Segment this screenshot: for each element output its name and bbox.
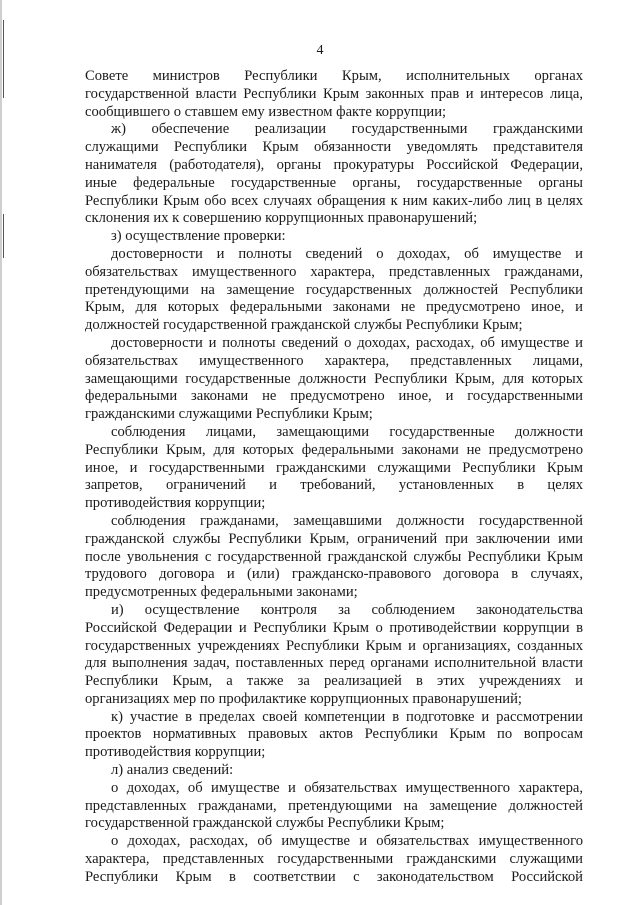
text-line: запретов, ограничений и требований, установленных в целях <box>85 477 583 494</box>
text-line: противодействия коррупции; <box>85 744 266 761</box>
text-line: обязательствах имущественного характера, представленных гражданами, <box>85 263 583 280</box>
text-line: иное, и государственными гражданскими служащими Республики Крым <box>85 459 583 476</box>
text-line: предусмотренных федеральными законами; <box>85 584 358 601</box>
text-line: трудового договора и (или) гражданско-правового договора в случаях, <box>85 566 583 583</box>
text-line: гражданской службы Республики Крым, ограничений при заключении ими <box>85 530 583 547</box>
text-line: о доходах, об имуществе и обязательствах имущественного характера, <box>111 779 583 796</box>
text-line: государственной власти Республики Крым законных прав и интересов лица, <box>85 85 583 102</box>
text-line: нанимателя (работодателя), органы прокуратуры Российской Федерации, <box>85 156 583 173</box>
text-line: Республики Крым, а также за реализацией в этих учреждениях и <box>85 673 583 690</box>
text-line: федеральными законами не предусмотрено иное, и государственными <box>85 388 583 405</box>
text-line: Российской Федерации и Республики Крым о противодействии коррупции в <box>85 619 583 636</box>
text-line: склонения их к совершению коррупционных правонарушений; <box>85 210 478 227</box>
text-line: замещающими государственные должности Республики Крым, для которых <box>85 370 583 387</box>
text-line: служащими Республики Крым обязанности уведомлять представителя <box>85 139 583 156</box>
text-line: обязательствах имущественного характера, представленных лицами, <box>85 352 583 369</box>
text-line: о доходах, расходах, об имуществе и обязательствах имущественного <box>111 833 583 850</box>
text-line: достоверности и полноты сведений о доходах, расходах, об имуществе и <box>111 334 583 351</box>
text-line: характера, представленных государственными гражданскими служащими <box>85 851 583 868</box>
text-line: Республики Крым обо всех случаях обращения к ним каких-либо лиц в целях <box>85 192 583 209</box>
text-line: Совете министров Республики Крым, исполнительных органах <box>85 68 583 84</box>
page-number: 4 <box>316 43 324 58</box>
text-line: представленных гражданами, претендующими на замещение должностей <box>85 797 583 814</box>
text-line: соблюдения гражданами, замещавшими должности государственной <box>111 512 583 529</box>
scan-edge-mark <box>3 214 4 258</box>
text-line: к) участие в пределах своей компетенции в подготовке и рассмотрении <box>111 708 583 725</box>
text-line: л) анализ сведений: <box>111 762 234 779</box>
text-line: должностей государственной гражданской службы Республики Крым; <box>85 317 523 334</box>
text-line: и) осуществление контроля за соблюдением законодательства <box>111 601 583 618</box>
text-line: сообщившего о ставшем ему известном факте коррупции; <box>85 103 447 120</box>
text-line: гражданскими служащими Республики Крым; <box>85 406 373 423</box>
scan-left-edge <box>0 0 2 905</box>
text-line: соблюдения лицами, замещающими государственные должности <box>111 423 583 440</box>
text-line: достоверности и полноты сведений о доходах, об имуществе и <box>111 245 583 262</box>
text-line: иные федеральные государственные органы, государственные органы <box>85 174 583 191</box>
text-line: для выполнения задач, поставленных перед органами исполнительной власти <box>85 655 583 672</box>
text-line: государственной гражданской службы Республики Крым; <box>85 815 445 832</box>
text-line: ж) обеспечение реализации государственными гражданскими <box>111 121 583 138</box>
text-line: после увольнения с государственной гражданской службы Республики Крым <box>85 548 583 565</box>
text-line: претендующими на замещение государственных должностей Республики <box>85 281 583 298</box>
text-line: проектов нормативных правовых актов Республики Крым по вопросам <box>85 726 583 743</box>
document-body <box>85 68 583 887</box>
text-line: государственных учреждениях Республики Крым и организациях, созданных <box>85 637 583 654</box>
text-line: противодействия коррупции; <box>85 495 266 512</box>
text-line: з) осуществление проверки: <box>111 228 286 245</box>
text-line: Крым, для которых федеральными законами не предусмотрено иное, и <box>85 299 583 316</box>
scan-edge-mark <box>3 20 4 98</box>
text-line: Республики Крым в соответствии с законодательством Российской <box>85 868 583 885</box>
text-line: Республики Крым, для которых федеральными законами не предусмотрено <box>85 441 583 458</box>
text-line: организациях мер по профилактике коррупционных правонарушений; <box>85 690 522 707</box>
